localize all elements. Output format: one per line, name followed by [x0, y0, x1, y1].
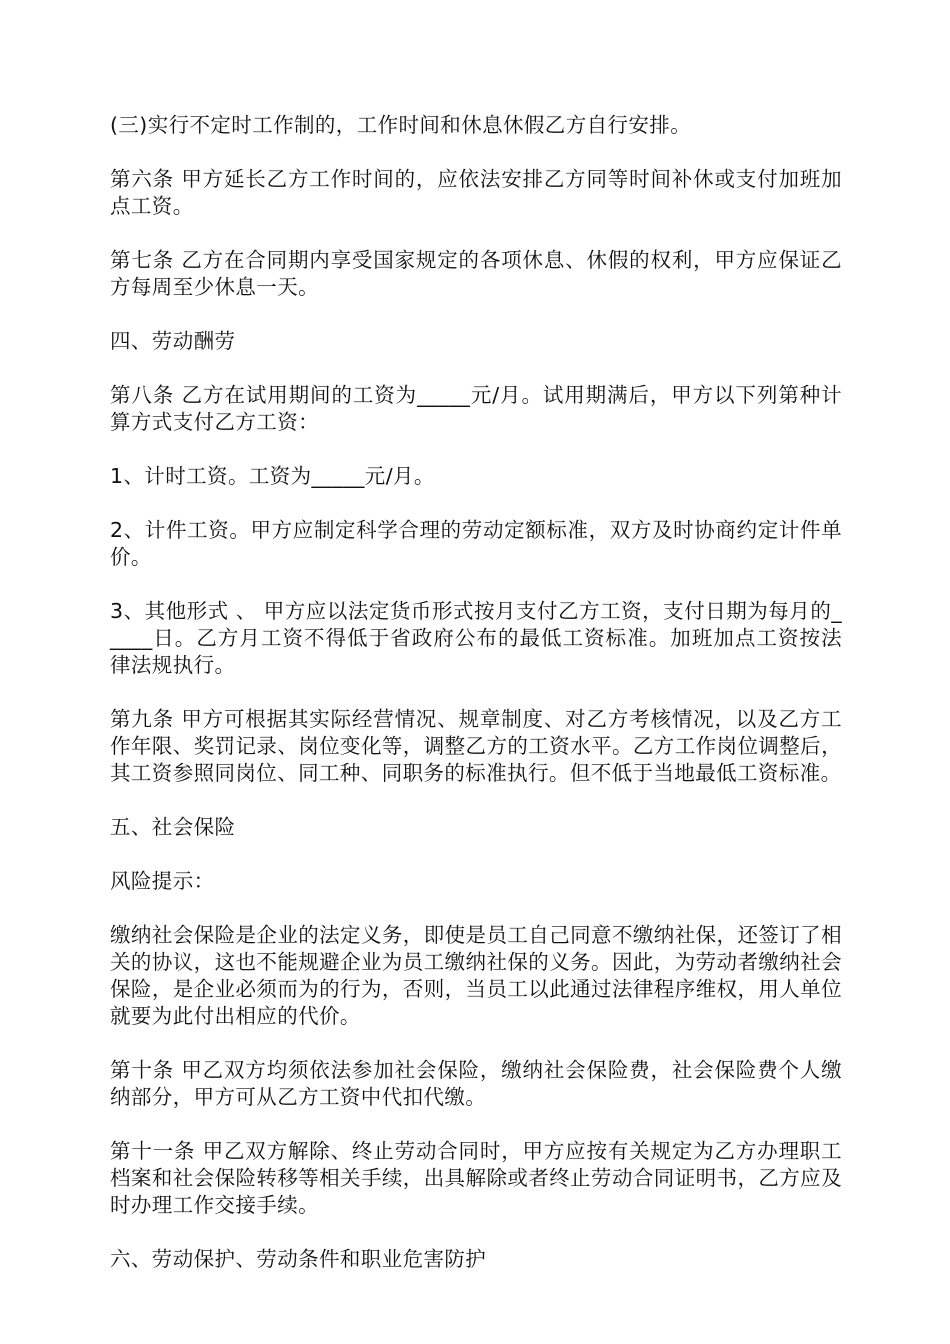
- clause-article-6: 第六条 甲方延长乙方工作时间的，应依法安排乙方同等时间补休或支付加班加点工资。: [110, 167, 842, 218]
- clause-piece-wage: 2、计件工资。甲方应制定科学合理的劳动定额标准，双方及时协商约定计件单价。: [110, 518, 842, 569]
- clause-article-11: 第十一条 甲乙双方解除、终止劳动合同时，甲方应按有关规定为乙方办理职工档案和社会保险转移等相关手续，出具解除或者终止劳动合同证明书，乙方应及时办理工作交接手续。: [110, 1139, 842, 1217]
- risk-warning-text: 缴纳社会保险是企业的法定义务，即使是员工自己同意不缴纳社保，还签订了相关的协议，这也不能规避企业为员工缴纳社保的义务。因此，为劳动者缴纳社会保险，是企业必须而为的行为，否则，当员工以此通过法律程序维权，用人单位就要为此付出相应的代价。: [110, 923, 842, 1028]
- clause-article-7: 第七条 乙方在合同期内享受国家规定的各项休息、休假的权利，甲方应保证乙方每周至少休息一天。: [110, 248, 842, 299]
- clause-other-forms: 3、其他形式 、 甲方应以法定货币形式按月支付乙方工资，支付日期为每月的_____日。乙方月工资不得低于省政府公布的最低工资标准。加班加点工资按法律法规执行。: [110, 599, 842, 677]
- document-page: [110, 112, 842, 1300]
- clause-article-8: 第八条 乙方在试用期间的工资为_____元/月。试用期满后，甲方以下列第种计算方式支付乙方工资：: [110, 383, 842, 434]
- section-heading-remuneration: 四、劳动酬劳: [110, 329, 236, 353]
- section-heading-social-insurance: 五、社会保险: [110, 815, 236, 839]
- risk-warning-label: 风险提示：: [110, 869, 215, 893]
- clause-time-wage: 1、计时工资。工资为_____元/月。: [110, 464, 435, 488]
- clause-article-10: 第十条 甲乙双方均须依法参加社会保险，缴纳社会保险费，社会保险费个人缴纳部分，甲方可从乙方工资中代扣代缴。: [110, 1058, 842, 1109]
- clause-irregular-hours: (三)实行不定时工作制的，工作时间和休息休假乙方自行安排。: [110, 113, 692, 137]
- section-heading-labor-protection: 六、劳动保护、劳动条件和职业危害防护: [110, 1247, 487, 1271]
- clause-article-9: 第九条 甲方可根据其实际经营情况、规章制度、对乙方考核情况，以及乙方工作年限、奖罚记录、岗位变化等，调整乙方的工资水平。乙方工作岗位调整后，其工资参照同岗位、同工种、同职务的标准执行。但不低于当地最低工资标准。: [110, 707, 842, 785]
